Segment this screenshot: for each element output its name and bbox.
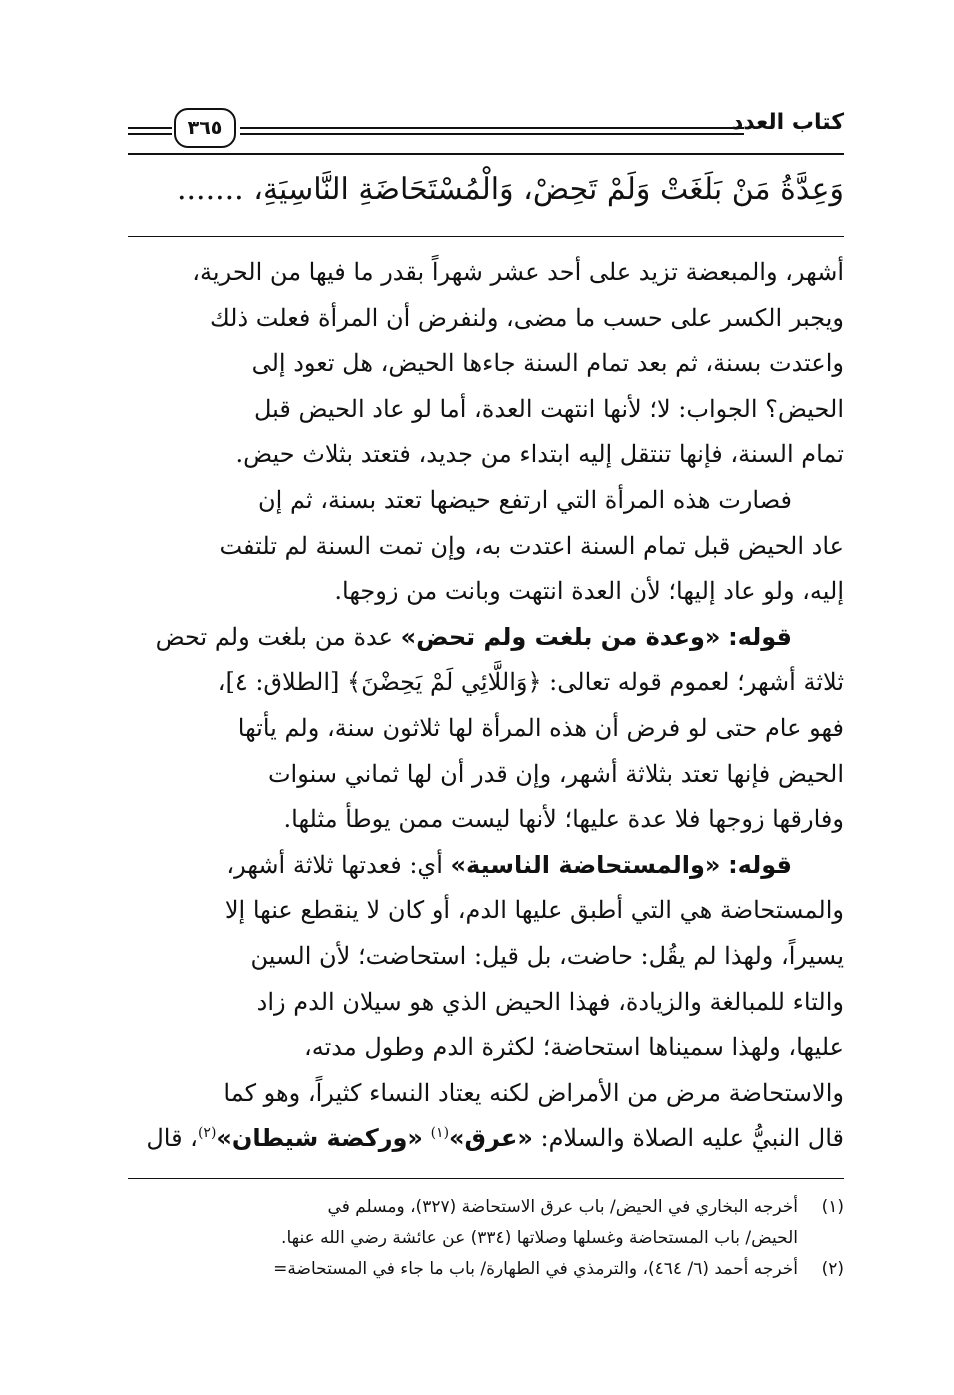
footnote-text: أخرجه البخاري في الحيض/ باب عرق الاستحاضة (٣٢٧)، ومسلم في: [327, 1197, 798, 1217]
page-number: ٣٦٥: [174, 108, 236, 148]
footnote-line: [128, 1254, 844, 1285]
text-line: أشهر، والمبعضة تزيد على أحد عشر شهراً بقدر ما فيها من الحرية،: [192, 258, 844, 286]
text-run: ثلاثة أشهر؛ لعموم قوله تعالى:: [549, 668, 844, 697]
text-line: والمستحاضة هي التي أطبق عليها الدم، أو كان لا ينقطع عنها إلا: [224, 896, 844, 925]
text-line: تمام السنة، فإنها تنتقل إليه ابتداء من جديد، فتعتد بثلاث حيض.: [235, 440, 844, 469]
footnote-text: أخرجه أحمد (٦/ ٤٦٤)، والترمذي في الطهارة/ باب ما جاء في المستحاضة=: [273, 1259, 798, 1279]
quran-verse: ﴿وَاللَّائِي لَمْ يَحِضْنَ﴾: [347, 668, 542, 697]
footnote-line: الحيض/ باب المستحاضة وغسلها وصلاتها (٣٣٤) عن عائشة رضي الله عنها.: [281, 1228, 798, 1248]
text-line: فصارت هذه المرأة التي ارتفع حيضها تعتد بسنة، ثم إن: [258, 485, 792, 514]
hadith-quote: «عرق»: [449, 1124, 533, 1153]
matn-quote: «والمستحاضة الناسية»: [450, 850, 721, 879]
text-run: ، قال: [146, 1124, 198, 1153]
footnote-separator: [128, 1178, 844, 1179]
text-line: عاد الحيض قبل تمام السنة اعتدت به، وإن تمت السنة لم تلتفت: [219, 531, 844, 560]
text-run: أي: فعدتها ثلاثة أشهر،: [226, 850, 443, 879]
text-run: عدة من بلغت ولم تحض: [155, 622, 393, 651]
chapter-title: كتاب العدد: [731, 110, 844, 135]
text-line: والاستحاضة مرض من الأمراض لكنه يعتاد النساء كثيراً، وهو كما: [223, 1078, 844, 1107]
text-line: فهو عام حتى لو فرض أن هذه المرأة لها ثلاثون سنة، ولم يأتها: [237, 713, 844, 742]
text-line: إليه، ولو عاد إليها؛ لأن العدة انتهت وبانت من زوجها.: [334, 577, 844, 606]
text-line: يسيراً، ولهذا لم يقُل: حاضت، بل قيل: استحاضت؛ لأن السين: [250, 941, 844, 970]
footnote-number: (١): [821, 1197, 844, 1217]
matn-quote: «وعدة من بلغت ولم تحض»: [400, 622, 721, 651]
header-bottom-rule: [128, 153, 844, 155]
footnotes: [128, 1192, 844, 1285]
header-double-rule: [240, 127, 744, 135]
text-line: الحيض فإنها تعتد بثلاثة أشهر، وإن قدر أن لها ثماني سنوات: [267, 759, 844, 788]
matn-text: وَعِدَّةُ مَنْ بَلَغَتْ وَلَمْ تَحِضْ، وَالْمُسْتَحَاضَةِ النَّاسِيَةِ، .......: [176, 172, 844, 207]
text-line: والتاء للمبالغة والزيادة، فهذا الحيض الذي هو سيلان الدم زاد: [256, 987, 844, 1016]
footnote-marker[interactable]: (٢): [197, 1125, 217, 1142]
text-line: ويجبر الكسر على حسب ما مضى، ولنفرض أن المرأة فعلت ذلك: [209, 303, 844, 332]
text-line: واعتدت بسنة، ثم بعد تمام السنة جاءها الحيض، هل تعود إلى: [251, 349, 844, 378]
verse-reference: [الطلاق: ٤]،: [217, 668, 340, 697]
text-line: [128, 843, 844, 889]
footnote-number: (٢): [821, 1259, 844, 1279]
qawluhu-label: قوله:: [728, 850, 792, 879]
footnote-line: [128, 1192, 844, 1223]
running-header: [128, 104, 844, 152]
text-line: عليها، ولهذا سميناها استحاضة؛ لكثرة الدم وطول مدته،: [303, 1033, 844, 1062]
qawluhu-label: قوله:: [728, 622, 792, 651]
commentary: [128, 250, 844, 1162]
text-line: [128, 1116, 844, 1162]
text-line: وفارقها زوجها فلا عدة عليها؛ لأنها ليست ممن يوطأ مثلها.: [283, 805, 844, 834]
text-run: قال النبيُّ عليه الصلاة والسلام:: [540, 1124, 844, 1153]
footnote-marker[interactable]: (١): [430, 1125, 450, 1142]
text-line: [128, 615, 844, 661]
matn-separator: [128, 236, 844, 237]
hadith-quote: «وركضة شيطان»: [216, 1124, 423, 1153]
text-line: الحيض؟ الجواب: لا؛ لأنها انتهت العدة، أما لو عاد الحيض قبل: [254, 394, 844, 423]
header-double-rule-end: [128, 127, 172, 135]
text-line: [128, 660, 844, 706]
